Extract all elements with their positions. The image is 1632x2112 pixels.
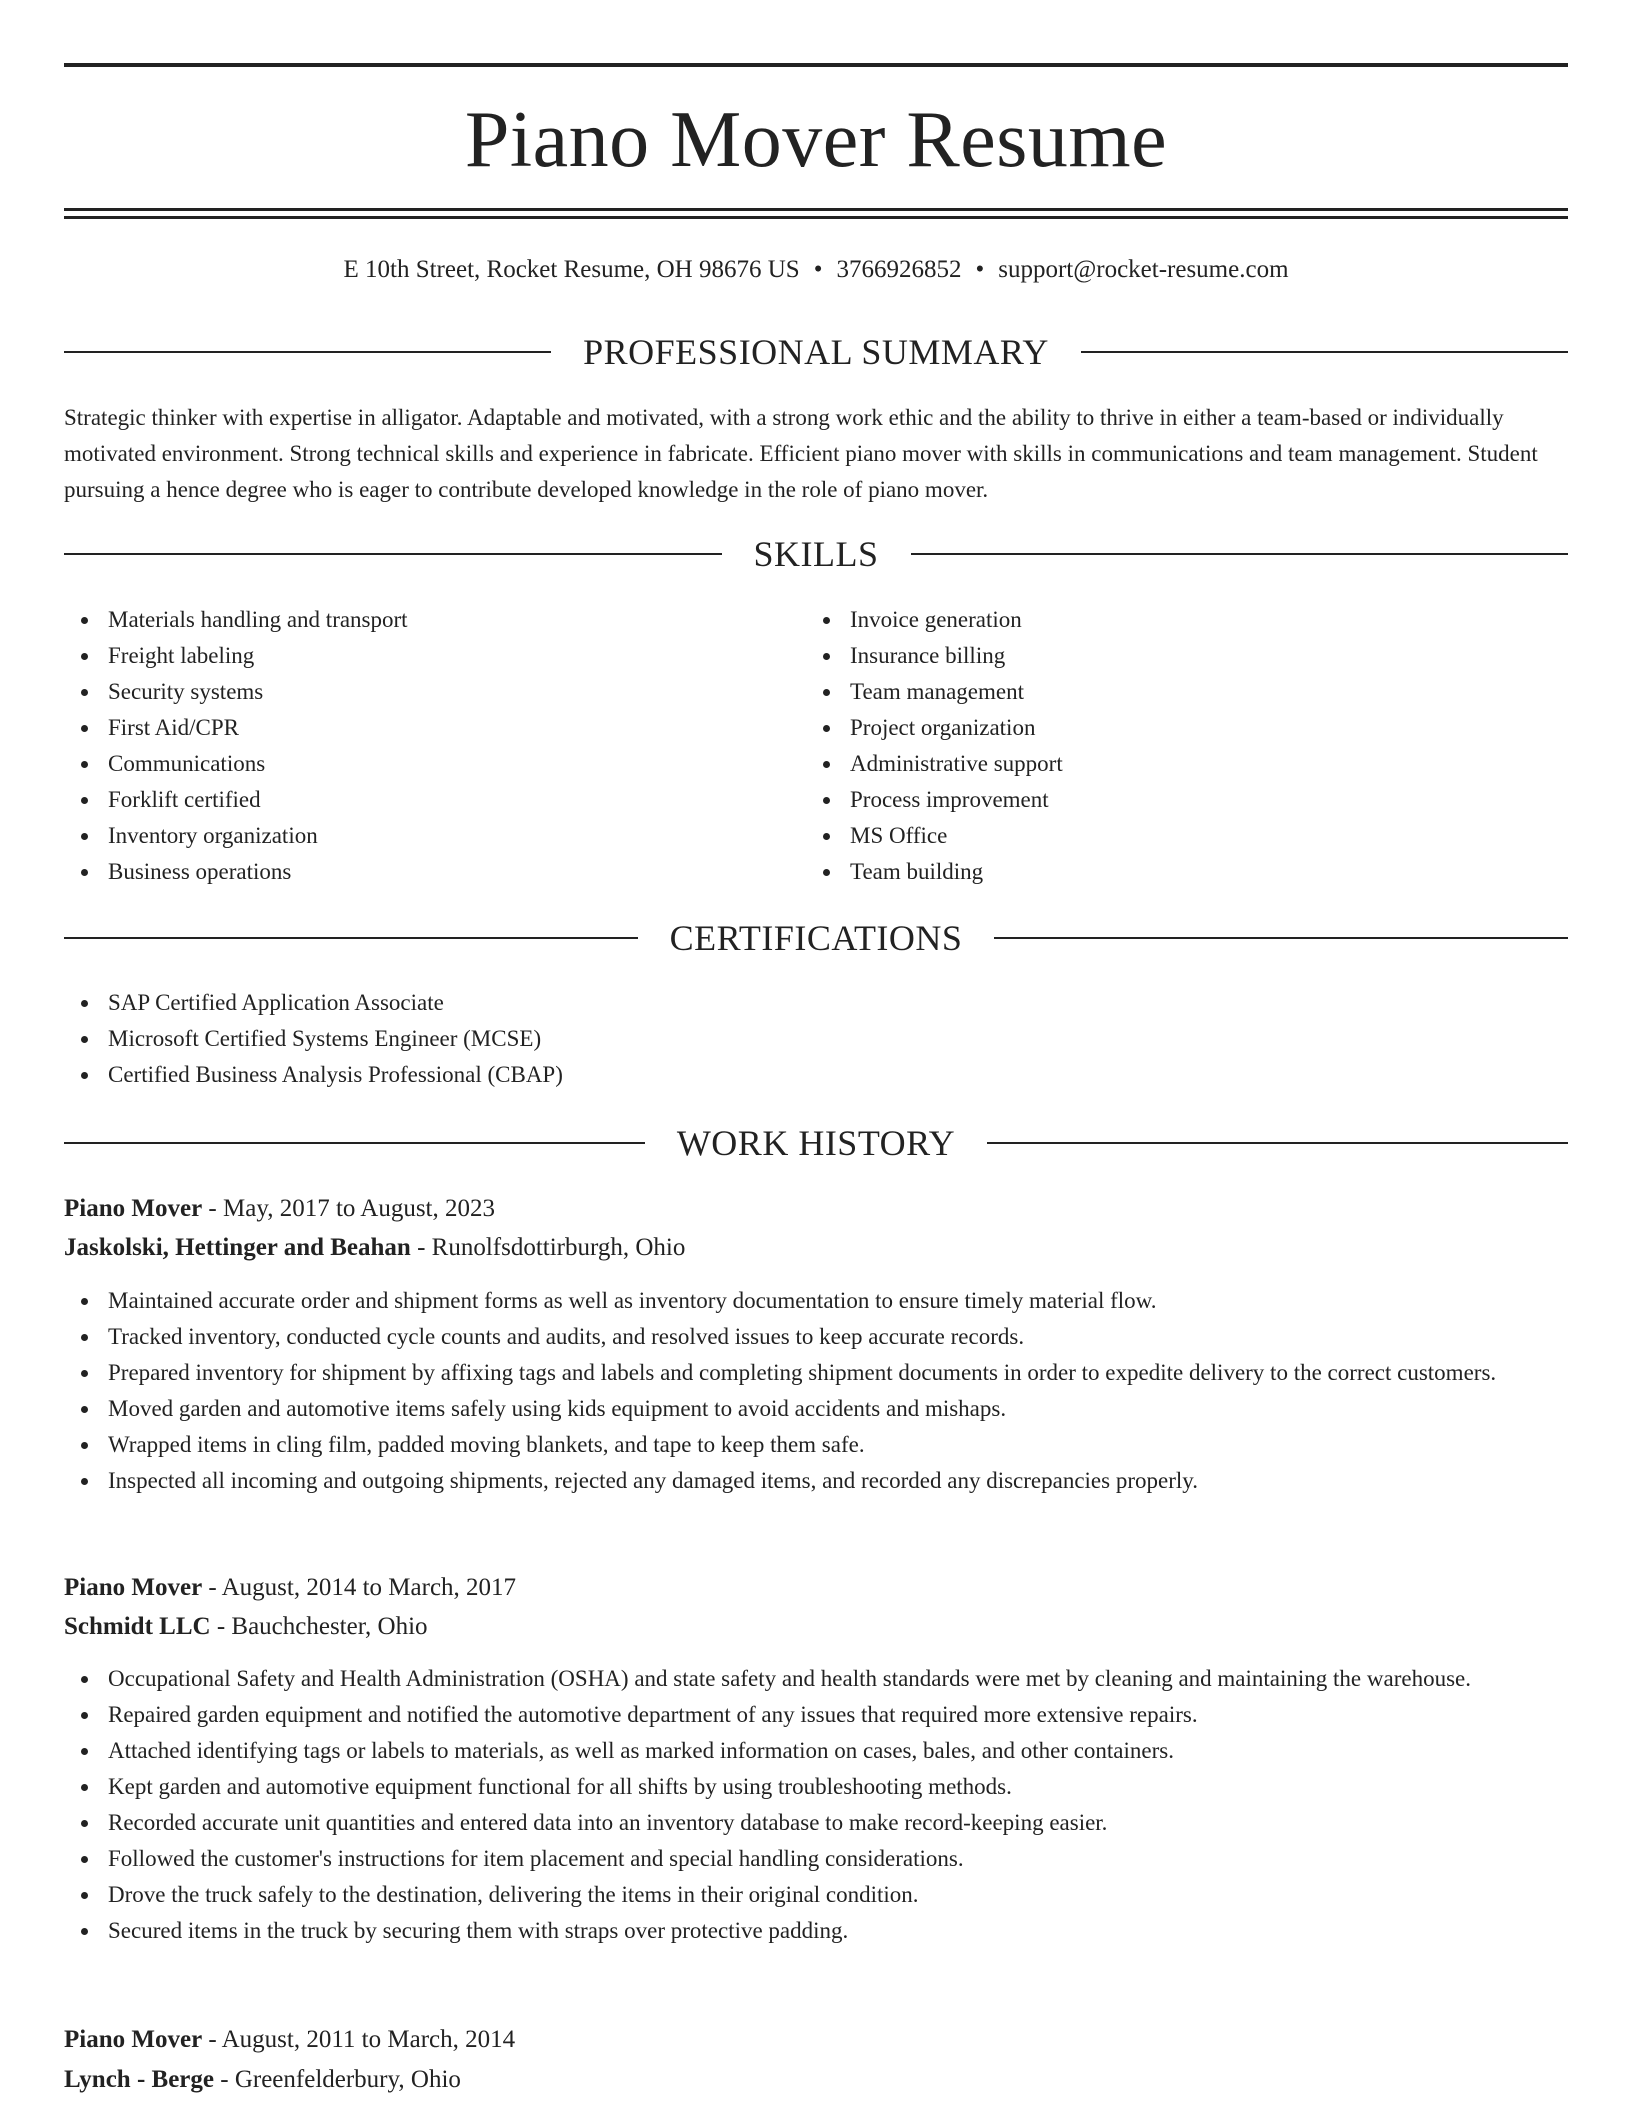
divider-line [64, 553, 722, 555]
job-duties-list [64, 1283, 1568, 1499]
divider-line [987, 1142, 1568, 1144]
contact-address: E 10th Street, Rocket Resume, OH 98676 US [343, 256, 800, 283]
job-duties-list [64, 1661, 1568, 1949]
job-duty-item: Inspected all incoming and outgoing shipments, rejected any damaged items, and recorded any discrepancies properly. [64, 1463, 1568, 1499]
section-header-certifications [64, 916, 1568, 960]
job-location: - Runolfsdottirburgh, Ohio [410, 1234, 686, 1261]
divider-line [64, 351, 551, 353]
section-title-work-history: WORK HISTORY [676, 1123, 956, 1163]
contact-separator: • [813, 256, 823, 283]
section-header-skills [64, 532, 1568, 576]
skill-item: Team building [806, 854, 1506, 890]
summary-text: Strategic thinker with expertise in alligator. Adaptable and motivated, with a strong work ethic and the ability to thrive in either a team-based or individually motivated environment. Strong technical skills and experience in fabricate. Efficient piano mover with skills in communications and team management. Student pursuing a hence degree who is eager to contribute developed knowledge in the role of piano mover. [64, 405, 1538, 502]
job-duty-item: Maintained accurate order and shipment forms as well as inventory documentation to ensure timely material flow. [64, 1283, 1568, 1319]
skill-item: Business operations [64, 854, 764, 890]
skill-item: Insurance billing [806, 638, 1506, 674]
skill-item: Invoice generation [806, 602, 1506, 638]
job-duty-item: Kept garden and automotive equipment functional for all shifts by using troubleshooting methods. [64, 1769, 1568, 1805]
job-title-line [64, 2020, 1568, 2060]
skill-item: Materials handling and transport [64, 602, 764, 638]
section-title-skills: SKILLS [753, 534, 879, 574]
section-header-work-history [64, 1121, 1568, 1165]
certification-item: SAP Certified Application Associate [64, 985, 1568, 1021]
skill-item: Freight labeling [64, 638, 764, 674]
job-title-line [64, 1189, 1568, 1229]
skill-item: MS Office [806, 818, 1506, 854]
title-rule-upper [64, 208, 1568, 211]
job-duty-item: Drove the truck safely to the destination, delivering the items in their original condition. [64, 1877, 1568, 1913]
skill-item: Project organization [806, 710, 1506, 746]
top-rule [64, 63, 1568, 67]
job-duty-item: Followed the customer's instructions for item placement and special handling considerations. [64, 1841, 1568, 1877]
job-duty-item: Tracked inventory, conducted cycle counts and audits, and resolved issues to keep accurate records. [64, 1319, 1568, 1355]
resume-title: Piano Mover Resume [464, 96, 1168, 184]
skill-item: Security systems [64, 674, 764, 710]
job-duty-item: Recorded accurate unit quantities and entered data into an inventory database to make record-keeping easier. [64, 1805, 1568, 1841]
skill-item: First Aid/CPR [64, 710, 764, 746]
job-duty-item: Repaired garden equipment and notified the automotive department of any issues that required more extensive repairs. [64, 1697, 1568, 1733]
certification-item: Certified Business Analysis Professional (CBAP) [64, 1057, 1568, 1093]
job-company-line [64, 1607, 1568, 1647]
divider-line [64, 1142, 645, 1144]
divider-line [911, 553, 1569, 555]
job-dates: - August, 2011 to March, 2014 [202, 2026, 516, 2053]
contact-separator: • [975, 256, 985, 283]
job-location: - Bauchchester, Ohio [210, 1613, 428, 1640]
job-duty-item: Attached identifying tags or labels to materials, as well as marked information on cases, bales, and other containers. [64, 1733, 1568, 1769]
skill-item: Inventory organization [64, 818, 764, 854]
job-company-line [64, 1228, 1568, 1268]
skill-item: Forklift certified [64, 782, 764, 818]
job-company-line [64, 2060, 1568, 2100]
certifications-list [64, 985, 1568, 1093]
divider-line [1081, 351, 1568, 353]
job-duty-item: Prepared inventory for shipment by affixing tags and labels and completing shipment documents in order to expedite delivery to the correct customers. [64, 1355, 1568, 1391]
section-header-summary [64, 330, 1568, 374]
divider-line [64, 937, 638, 939]
contact-phone: 3766926852 [836, 256, 962, 283]
job-duty-item: Occupational Safety and Health Administration (OSHA) and state safety and health standards were met by cleaning and maintaining the warehouse. [64, 1661, 1568, 1697]
skill-item: Team management [806, 674, 1506, 710]
job-title: Piano Mover [64, 1574, 203, 1601]
job-dates: - August, 2014 to March, 2017 [202, 1574, 517, 1601]
job-duty-item: Secured items in the truck by securing them with straps over protective padding. [64, 1913, 1568, 1949]
job-title: Piano Mover [64, 2026, 203, 2053]
contact-line [64, 254, 1568, 286]
skills-list-left [64, 602, 764, 890]
skill-item: Administrative support [806, 746, 1506, 782]
job-location: - Greenfelderbury, Ohio [214, 2066, 461, 2093]
job-title: Piano Mover [64, 1195, 203, 1222]
job-duty-item: Wrapped items in cling film, padded moving blankets, and tape to keep them safe. [64, 1427, 1568, 1463]
certification-item: Microsoft Certified Systems Engineer (MCSE) [64, 1021, 1568, 1057]
job-company: Jaskolski, Hettinger and Beahan [64, 1234, 411, 1261]
job-company: Lynch - Berge [64, 2066, 214, 2093]
job-title-line [64, 1568, 1568, 1608]
skill-item: Process improvement [806, 782, 1506, 818]
title-rule-lower [64, 216, 1568, 219]
job-duty-item: Moved garden and automotive items safely using kids equipment to avoid accidents and mishaps. [64, 1391, 1568, 1427]
skills-list-right [806, 602, 1506, 890]
section-title-certifications: CERTIFICATIONS [669, 918, 963, 958]
skill-item: Communications [64, 746, 764, 782]
contact-email: support@rocket-resume.com [998, 256, 1289, 283]
section-title-summary: PROFESSIONAL SUMMARY [583, 332, 1049, 372]
job-company: Schmidt LLC [64, 1613, 211, 1640]
divider-line [994, 937, 1568, 939]
job-dates: - May, 2017 to August, 2023 [202, 1195, 495, 1222]
